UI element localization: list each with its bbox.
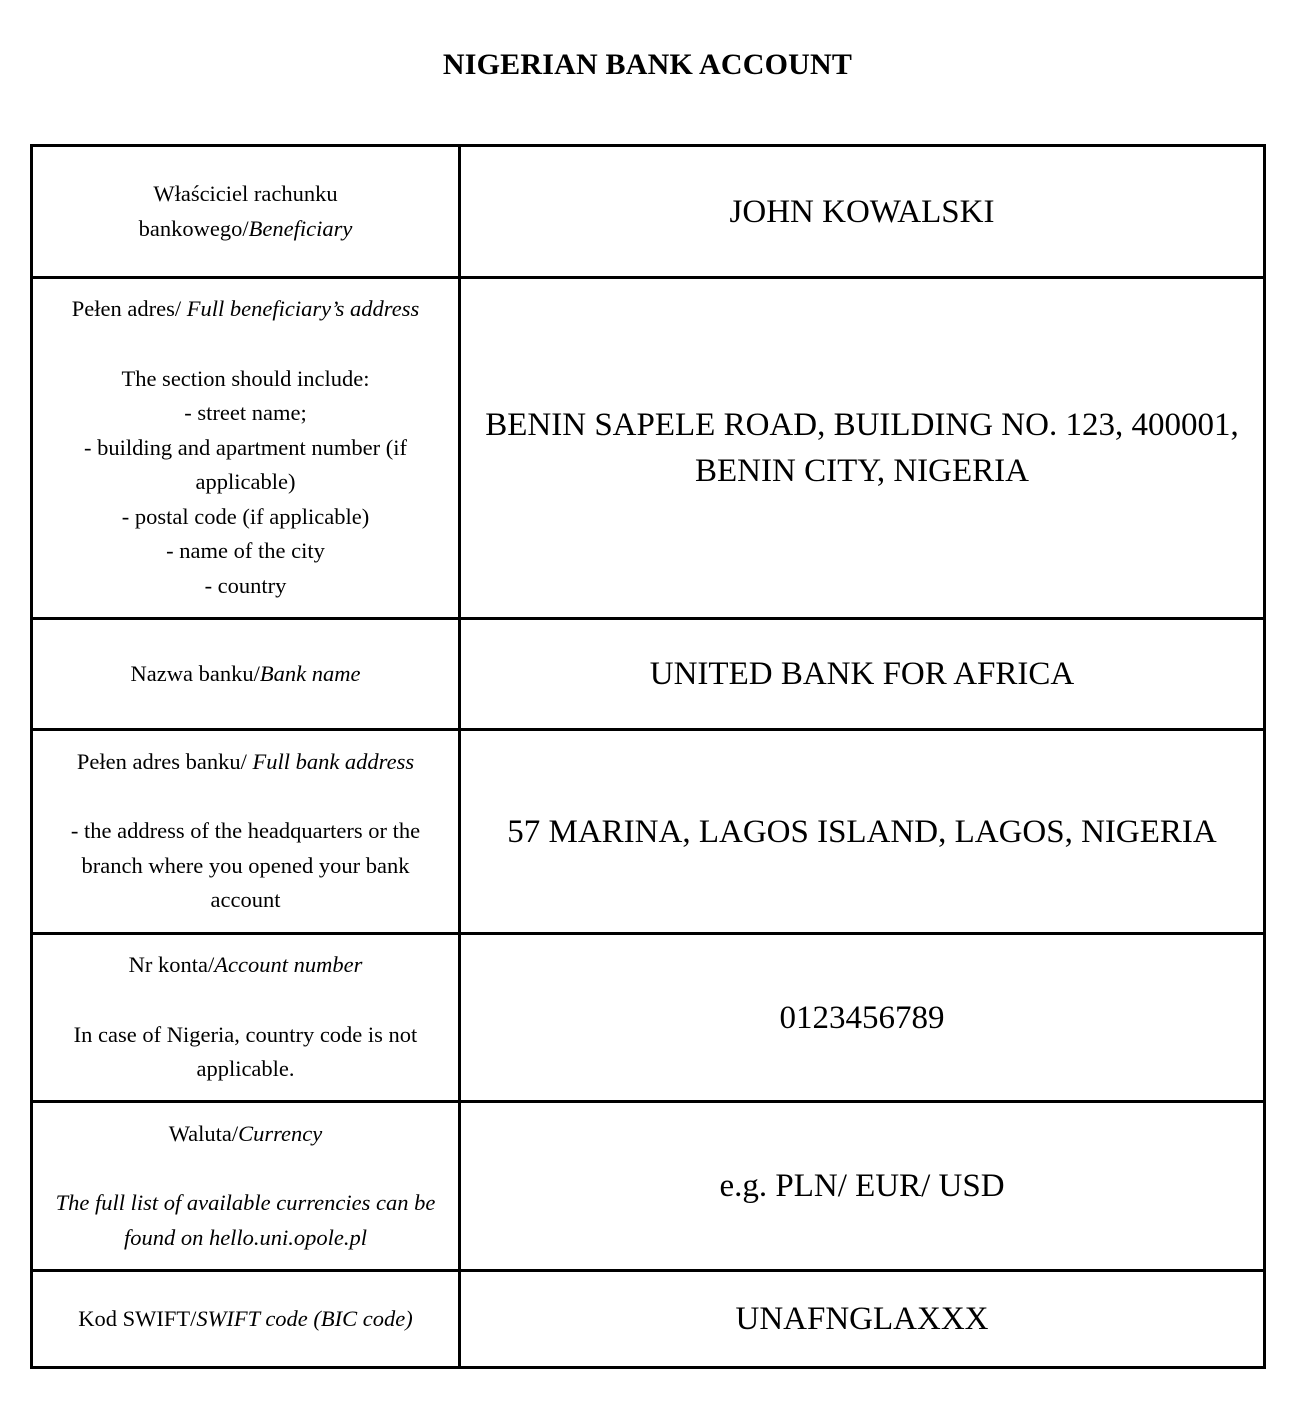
label-cell-bank-address <box>32 730 460 934</box>
note-item: - country <box>204 573 287 599</box>
label-en: Bank name <box>259 660 361 686</box>
value-line: BENIN SAPELE ROAD, BUILDING NO. 123, 400001, <box>485 407 1239 443</box>
beneficiary-value: JOHN KOWALSKI <box>460 146 1265 278</box>
label-en: Account number <box>214 952 363 978</box>
note-title: The section should include: <box>121 365 370 391</box>
label-pl: Waluta/ <box>168 1120 239 1146</box>
label-pl: Pełen adres/ <box>71 296 187 322</box>
label-pl: Nazwa banku/ <box>130 660 260 686</box>
table-row-swift-code <box>32 1271 1265 1368</box>
label-pl: Właściciel rachunku bankowego/ <box>138 180 338 241</box>
note-text: - the address of the headquarters or the branch where you opened your bank account <box>70 818 421 913</box>
table-row-bank-address <box>32 730 1265 934</box>
swift-code-value: UNAFNGLAXXX <box>460 1271 1265 1368</box>
bank-name-value: UNITED BANK FOR AFRICA <box>460 619 1265 730</box>
label-en: SWIFT code (BIC code) <box>196 1305 413 1331</box>
note-text: In case of Nigeria, country code is not applicable. <box>73 1021 418 1082</box>
value-line: BENIN CITY, NIGERIA <box>695 453 1029 489</box>
label-cell-currency <box>32 1102 460 1271</box>
note-item: - postal code (if applicable) <box>121 503 370 529</box>
table-row-beneficiary <box>32 146 1265 278</box>
label-cell-beneficiary-address <box>32 278 460 619</box>
label-pl: Pełen adres banku/ <box>76 749 253 775</box>
label-pl: Kod SWIFT/ <box>78 1305 197 1331</box>
label-cell-account-number <box>32 934 460 1102</box>
label-en: Currency <box>238 1120 323 1146</box>
document-title: NIGERIAN BANK ACCOUNT <box>442 48 853 81</box>
label-pl: Nr konta/ <box>128 952 215 978</box>
table-row-beneficiary-address <box>32 278 1265 619</box>
label-en: Full bank address <box>252 749 415 775</box>
table-row-bank-name <box>32 619 1265 730</box>
table-row-account-number <box>32 934 1265 1102</box>
label-cell-bank-name <box>32 619 460 730</box>
bank-address-value: 57 MARINA, LAGOS ISLAND, LAGOS, NIGERIA <box>460 730 1265 934</box>
label-en: Beneficiary <box>248 215 353 241</box>
account-number-value: 0123456789 <box>460 934 1265 1102</box>
label-cell-beneficiary <box>32 146 460 278</box>
label-en: Full beneficiary’s address <box>186 296 420 322</box>
table-row-currency <box>32 1102 1265 1271</box>
note-item: - building and apartment number (if applicable) <box>83 434 408 495</box>
label-cell-swift-code <box>32 1271 460 1368</box>
currency-value: e.g. PLN/ EUR/ USD <box>460 1102 1265 1271</box>
note-item: - name of the city <box>166 538 325 564</box>
note-text: The full list of available currencies can be found on hello.uni.opole.pl <box>55 1190 436 1250</box>
bank-account-table <box>30 144 1266 1369</box>
beneficiary-address-value <box>460 278 1265 619</box>
note-item: - street name; <box>184 400 307 426</box>
